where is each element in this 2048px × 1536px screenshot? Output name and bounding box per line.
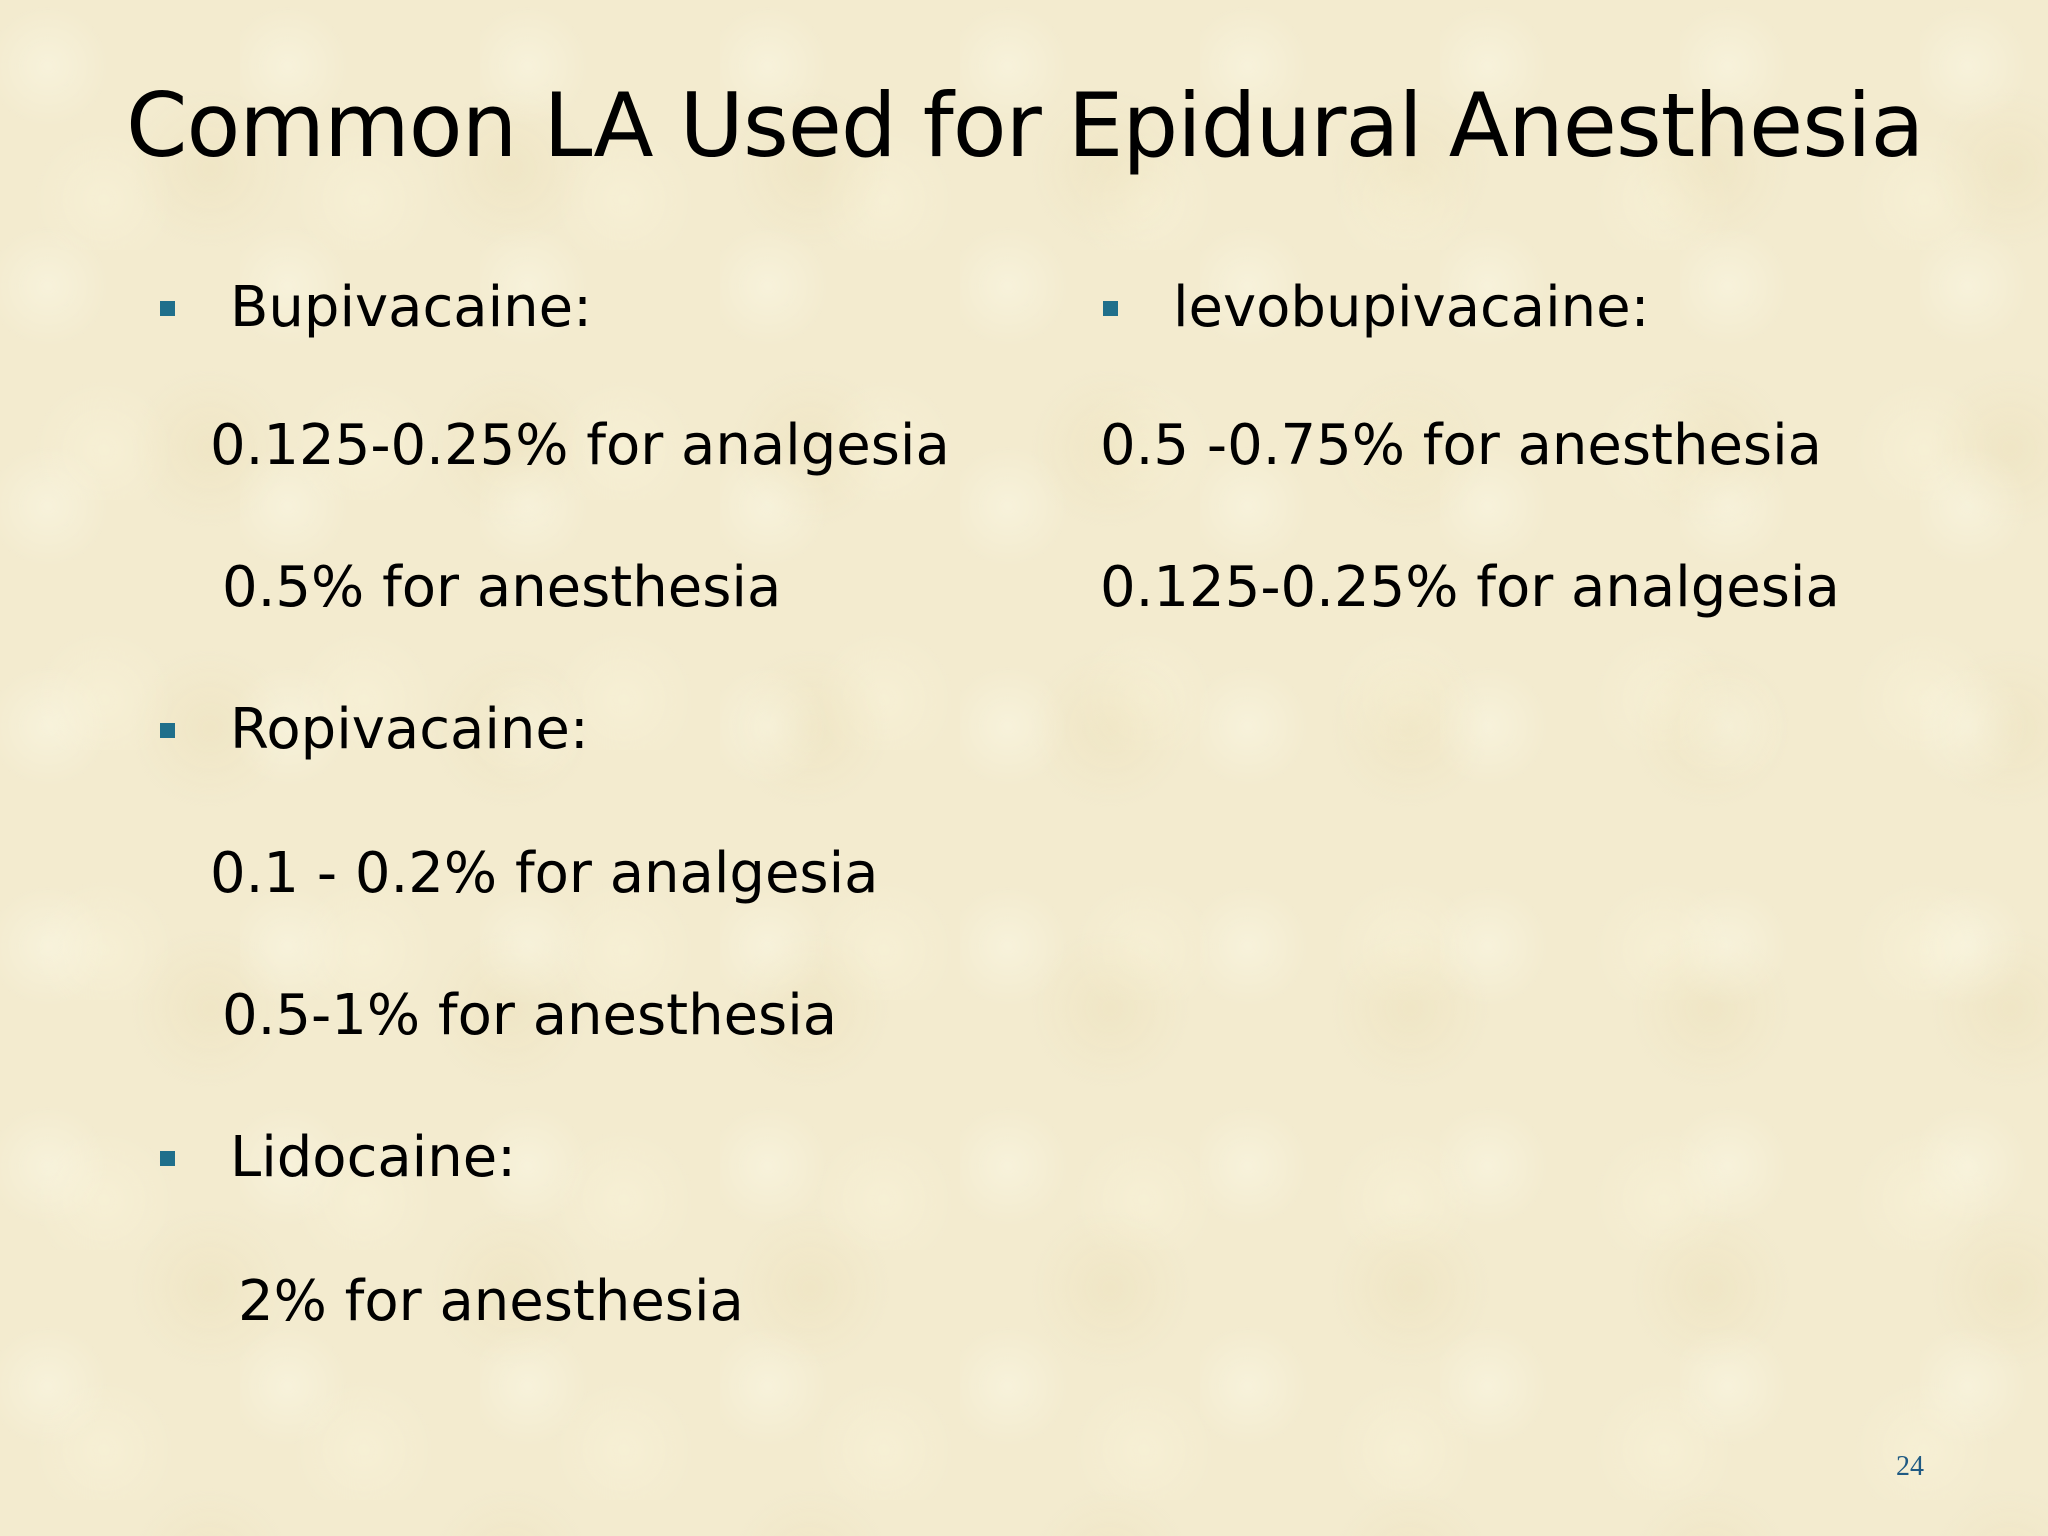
bullet-square-icon [1103, 301, 1118, 316]
dose-line: 0.1 - 0.2% for analgesia [210, 841, 879, 906]
bullet-square-icon [160, 301, 175, 316]
dose-line: 2% for anesthesia [238, 1269, 744, 1334]
bullet-square-icon [160, 723, 175, 738]
page-number: 24 [1896, 1451, 1924, 1482]
drug-item-lidocaine [160, 1125, 517, 1190]
dose-line: 0.125-0.25% for analgesia [1100, 555, 1840, 620]
drug-name: Ropivacaine: [230, 697, 589, 762]
drug-name: Bupivacaine: [230, 275, 592, 340]
drug-item-ropivacaine [160, 697, 589, 762]
bullet-square-icon [160, 1151, 175, 1166]
drug-item-levobupivacaine [1103, 275, 1650, 340]
dose-line: 0.5-1% for anesthesia [222, 983, 838, 1048]
dose-line: 0.125-0.25% for analgesia [210, 413, 950, 478]
dose-line: 0.5 -0.75% for anesthesia [1100, 413, 1822, 478]
drug-name: Lidocaine: [230, 1125, 517, 1190]
dose-line: 0.5% for anesthesia [222, 555, 782, 620]
drug-name: levobupivacaine: [1173, 275, 1650, 340]
drug-item-bupivacaine [160, 275, 592, 340]
slide-title: Common LA Used for Epidural Anesthesia [126, 74, 1924, 177]
